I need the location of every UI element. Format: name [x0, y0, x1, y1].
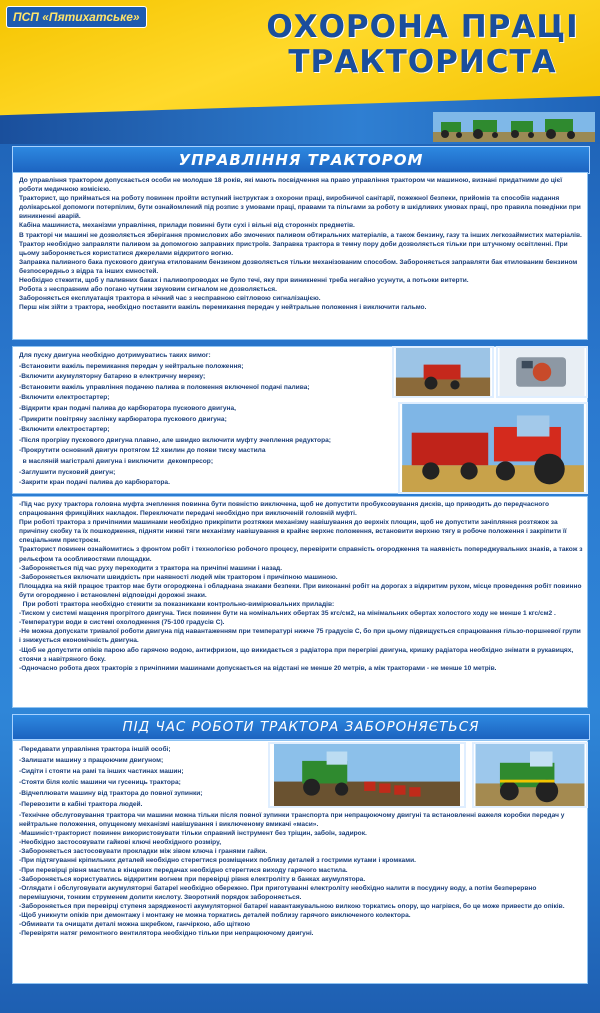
paragraph: При роботі трактора з причіпними машинами необхідно прикріпити розтяжки механізму навішування до верхніх площин, щоб не допустити зачіпляння розтяжок за причіпну скобку та їх пошкодження, підняти нижні тяги механізму навішування в крайнє верхнє положення, встановити верхню тягу в робоче положення і закріпити її спеціальним пристроєм. — [19, 519, 567, 545]
paragraph: Площадка на якій працює трактор має бути огороджена і обладнана знаками безпеки. При виконанні робіт на дорогах з відкритим рухом, місце проведення робіт повинно бути огороджено і встановлені відповідні дорожні знаки. — [19, 582, 582, 599]
paragraph: При роботі трактора необхідно стежити за показниками контрольно-вимірювальних приладів: — [19, 601, 335, 609]
list-item: -При перевірці рівня мастила в кінцевих передачах необхідно стерегтися виходу гарячого мастила. — [19, 866, 348, 874]
paragraph: В тракторі чи машині не дозволяється зберігання промислових або змочених паливом обтиральних матеріалів, а також бензину, газу та інших легкозаймистих матеріалів. — [19, 231, 582, 239]
paragraph: -Забороняється включати швидкість при наявності людей між трактором і причіпною машиною. — [19, 573, 338, 581]
list-item: -Щоб уникнути опіків при демонтажу і монтажу не можна торкатись деталей поблизу гарячого виключеного колектора. — [19, 912, 411, 920]
list-item: в масляній магістралі двигуна і виключити декомпресор; — [19, 457, 214, 465]
green-tractor-plough-photo — [268, 742, 466, 808]
panel-driving-rules — [12, 496, 588, 708]
paragraph: Кабіна машиниста, механізми управління, прилади повинні бути сухі і вільні від сторонніх предметів. — [19, 222, 355, 230]
green-tractor-photo — [472, 742, 588, 808]
paragraph: Тракторист, що прийматься на роботу повинен пройти вступний інструктаж з охорони праці, виробничої санітарії, пожежної безпеки, прийомів та способів надання долікарської допомоги потерпілим, бути ознайомлений під розпис з умовами праці, правами та пільгами за роботу в шкідливих умовах праці, про правила поведінки при виникненні аварій. — [19, 195, 581, 221]
section-heading-text: УПРАВЛІННЯ ТРАКТОРОМ — [178, 151, 424, 169]
list-item: -Відкрити кран подачі палива до карбюратора пускового двигуна, — [19, 404, 236, 412]
list-item: -Забороняється застосовувати прокладки між зівом ключа і гранями гайки. — [19, 848, 268, 856]
section-heading-text: ПІД ЧАС РОБОТИ ТРАКТОРА ЗАБОРОНЯЄТЬСЯ — [122, 719, 480, 735]
list-item: -Включити електростартер; — [19, 426, 110, 434]
list-item: -Заглушити пусковий двигун; — [19, 468, 116, 476]
list-item: -Оглядати і обслуговувати акумуляторні батареї необхідно обережно. При приготуванні електроліту необхідно налити в посудину воду, а потім безперервно перемішуючи, тонким струменем долити кислоту. Зворотний порядок забороняється. — [19, 884, 537, 901]
list-item: -Включити електростартер; — [19, 394, 110, 402]
list-item: -Передавати управління трактора іншій особі; — [19, 746, 171, 753]
red-tractor-trailer-photo — [398, 402, 588, 494]
company-badge: ПСП «Пятихатське» — [6, 6, 147, 28]
list-item: -Закрити кран подачі палива до карбюратора. — [19, 479, 170, 487]
paragraph: До управління трактором допускається особи не молодше 18 років, які мають посвідчення на право управління трактором чи машиною, визнані придатними до цієї роботи медичною комісією. — [19, 177, 563, 194]
list-item: -Відчеплювати машину від трактора до повної зупинки; — [19, 790, 203, 797]
list-item: -Забороняється користуватись відкритим вогнем при перевірці рівня електроліту в банках акумулятора. — [19, 875, 366, 883]
paragraph: -Щоб не допустити опіків парою або гарячою водою, антифризом, що викидається з радіатора при перегріві двигуна, кришку радіатора необхідно знімати в рукавицях, стоячи з навітряного боку. — [19, 646, 574, 663]
engine-photo — [496, 346, 588, 398]
list-item: -Прокрутити основний двигун протягом 12 хвилин до появи тиску мастила — [19, 447, 266, 455]
list-item: -Необхідно застосовувати гайкові ключі необхідного розміру, — [19, 839, 222, 847]
list-item: -При підтягуванні кріпильних деталей необхідно стерегтися розміщених поблизу деталей з гострими кутами і кромками. — [19, 857, 416, 865]
page-title — [250, 10, 595, 80]
prohibited-long-list — [19, 811, 583, 938]
list-item: -Обмивати та очищати деталі можна шкребком, ганчіркою, або щіткою — [19, 921, 251, 929]
list-item: -Включити акумуляторну батарею в електричну мережу; — [19, 373, 206, 381]
list-item: -Залишати машину з працюючим двигуном; — [19, 757, 164, 764]
tractors-banner-image — [433, 112, 595, 142]
engine-start-intro: Для пуску двигуна необхідно дотримуватись таких вимог: — [19, 352, 211, 359]
paragraph: Необхідно стежити, щоб у паливних баках і паливопроводах не було течі, яку при виникненні треба негайно усунути, а потьоки витерти. — [19, 277, 469, 285]
list-item: -Сидіти і стояти на рамі та інших частинах машин; — [19, 768, 184, 775]
list-item: -Забороняється при перевірці ступеня зарядженості акумуляторної батареї навантажувальною вилкою торкатись опору, що нагрівся, бо це може привести до опіків. — [19, 902, 565, 910]
list-item: -Встановити важіль перемикання передач у нейтральне положення; — [19, 362, 244, 370]
list-item: -Стояти біля колiс машини чи гусениць трактора; — [19, 779, 181, 786]
paragraph: -Не можна допускати тривалої роботи двигуна під навантаженням при температурі нижче 75 градусів С, бо при цьому підвищується спрацювання гільзо-поршневої групи і знижується економічність двигуна. — [19, 628, 581, 645]
engine-start-text — [19, 351, 399, 489]
driving-rules-text — [19, 500, 583, 673]
section-heading-prohibited — [12, 714, 590, 740]
paragraph: Забороняється експлуатація трактора в нічний час з несправною світловою сигналізацією. — [19, 295, 321, 303]
paragraph: -Забороняється під час руху переходити з трактора на причіпні машини і назад. — [19, 564, 283, 572]
paragraph: Тракторист повинен ознайомитись з фронтом робіт і технологією робочого процесу, перевірити справність огородження та наявність попереджувальних знаків, а також з рельєфом та особливостями площадки. — [19, 546, 583, 563]
list-item: -Встановити важіль управління подачею палива в положення включеної подачі палива; — [19, 383, 310, 391]
list-item: -Технічне обслуговування трактора чи машини можна тільки після повної зупинки транспорта при непрацюючому двигуні та встановленні важеля коробки передач у нейтральне положення, опущеному механізмі навішування і виключеному вмикачі «маси». — [19, 812, 565, 829]
tractor-field-photo — [392, 346, 494, 398]
panel-tractor-control — [12, 172, 588, 340]
title-line-2: ТРАКТОРИСТА — [288, 44, 557, 80]
paragraph: -Температури води в системі охолодження (75-100 градусів С). — [19, 619, 225, 627]
list-item: -Після прогріву пускового двигуна плавно, але швидко включити муфту зчеплення редуктора; — [19, 436, 331, 444]
paragraph: Робота з несправним або погано чутним звуковим сигналом не дозволяється. — [19, 286, 277, 294]
paragraph: Трактор необхідно заправляти паливом за допомогою заправних пристроїв. Заправка трактора в темну пору доби дозволяється тільки при штучному освітленні. При цьому забороняється користатися джерелами відкритого вогню. — [19, 240, 568, 257]
prohibited-short-list — [19, 744, 269, 810]
paragraph: Перш ніж зійти з трактора, необхідно поставити важіль перемикання передач у нейтральне положення і виключити гальмо. — [19, 304, 427, 312]
section-heading-tractor-control — [12, 146, 590, 174]
list-item: -Машиніст-тракторист повинен використовувати тільки справний інструмент без тріщин, забоїн, задирок. — [19, 830, 367, 838]
paragraph: -Під час руху трактора головна муфта зчеплення повинна бути повністю виключена, щоб не допустити пробуксовування дисків, що приводить до передчасного спрацювання фрикційних накладок. Переключати передачі необхідно при виключеній головній муфті. — [19, 501, 549, 518]
paragraph: -Тиском у системі мащення прогрітого двигуна. Тиск повинен бути на номінальних обертах 35 кгс/см2, на мінімальних обертах холостого ходу не менше 1 кгс/см2 . — [19, 610, 556, 618]
title-line-1: ОХОРОНА ПРАЦІ — [266, 9, 579, 45]
list-item: -Перевозити в кабіні трактора людей. — [19, 801, 143, 808]
paragraph: -Одночасно робота двох тракторів з причіпними машинами допускається на відстані не менше 20 метрів, а між тракторами - не менше 10 метрів. — [19, 664, 497, 672]
list-item: -Перевіряти натяг ремонтного вентилятора необхідно тільки при непрацюючому двигуні. — [19, 930, 314, 938]
list-item: -Прикрити повітряну заслінку карбюратора пускового двигуна; — [19, 415, 227, 423]
tractor-control-text — [19, 176, 583, 312]
paragraph: Заправка паливного бака пускового двигуна етилованим бензином дозволяється тільки механізованим способом. Забороняється заправляти бак етилованим бензином безпосередньо з відра та інших ємностей. — [19, 258, 578, 275]
